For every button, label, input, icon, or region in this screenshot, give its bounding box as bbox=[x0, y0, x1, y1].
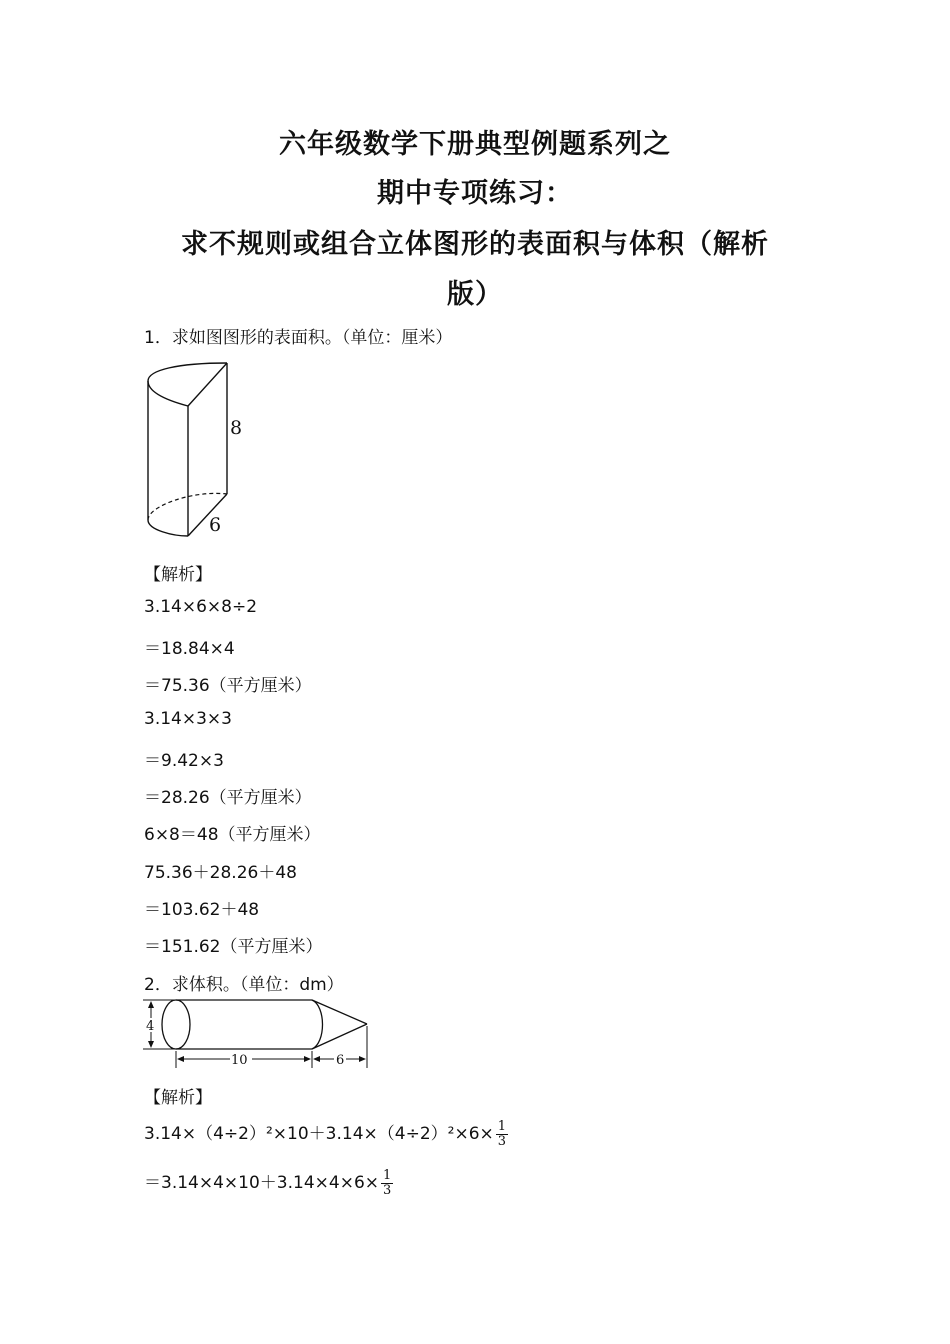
fraction-one-third: $\frac{1}{3}$ bbox=[497, 1118, 507, 1149]
q1-step-2: ＝18.84×4 bbox=[144, 639, 235, 659]
title-line-4: 版） bbox=[447, 279, 503, 310]
q1-step-10: ＝151.62（平方厘米） bbox=[144, 937, 323, 957]
cylinder-length-label: 10 bbox=[231, 1053, 248, 1068]
question-2-text: 2．求体积。（单位：dm） bbox=[144, 975, 344, 995]
half-cylinder-figure bbox=[138, 358, 258, 543]
diameter-label: 6 bbox=[209, 514, 222, 536]
bottom-flat-edge bbox=[188, 494, 227, 536]
title-line-3: 求不规则或组合立体图形的表面积与体积（解析 bbox=[181, 229, 769, 260]
q1-step-5: ＝9.42×3 bbox=[144, 751, 224, 771]
bottom-curved-edge bbox=[148, 520, 188, 536]
analysis-label-1: 【解析】 bbox=[144, 565, 212, 585]
height-label: 8 bbox=[230, 417, 243, 439]
q1-step-6: ＝28.26（平方厘米） bbox=[144, 788, 312, 808]
cylinder-cone-figure bbox=[140, 996, 375, 1072]
q1-step-4: 3.14×3×3 bbox=[144, 709, 232, 729]
q1-step-9: ＝103.62＋48 bbox=[144, 900, 260, 920]
top-curved-edge bbox=[148, 363, 227, 406]
title-line-2: 期中专项练习： bbox=[377, 178, 573, 209]
q2-step-1 bbox=[144, 1119, 508, 1149]
q2-step-2 bbox=[144, 1168, 393, 1198]
q1-step-7: 6×8＝48（平方厘米） bbox=[144, 825, 321, 845]
q1-step-1: 3.14×6×8÷2 bbox=[144, 597, 258, 617]
q2-step-1-text: 3.14×（4÷2）²×10＋3.14×（4÷2）²×6× bbox=[144, 1124, 494, 1144]
cylinder-left-face bbox=[162, 1000, 190, 1049]
cylinder-right-arc bbox=[312, 1000, 323, 1049]
q1-step-3: ＝75.36（平方厘米） bbox=[144, 676, 312, 696]
diameter-label-2: 4 bbox=[146, 1019, 155, 1034]
top-flat-edge bbox=[188, 363, 227, 406]
question-1-text: 1．求如图图形的表面积。（单位：厘米） bbox=[144, 328, 453, 348]
title-line-1: 六年级数学下册典型例题系列之 bbox=[279, 129, 671, 160]
q1-step-8: 75.36＋28.26＋48 bbox=[144, 863, 297, 883]
fraction-one-third: $\frac{1}{3}$ bbox=[383, 1167, 392, 1198]
cone-length-label: 6 bbox=[336, 1053, 345, 1068]
q2-step-2-text: ＝3.14×4×10＋3.14×4×6× bbox=[144, 1173, 380, 1193]
analysis-label-2: 【解析】 bbox=[144, 1088, 212, 1108]
